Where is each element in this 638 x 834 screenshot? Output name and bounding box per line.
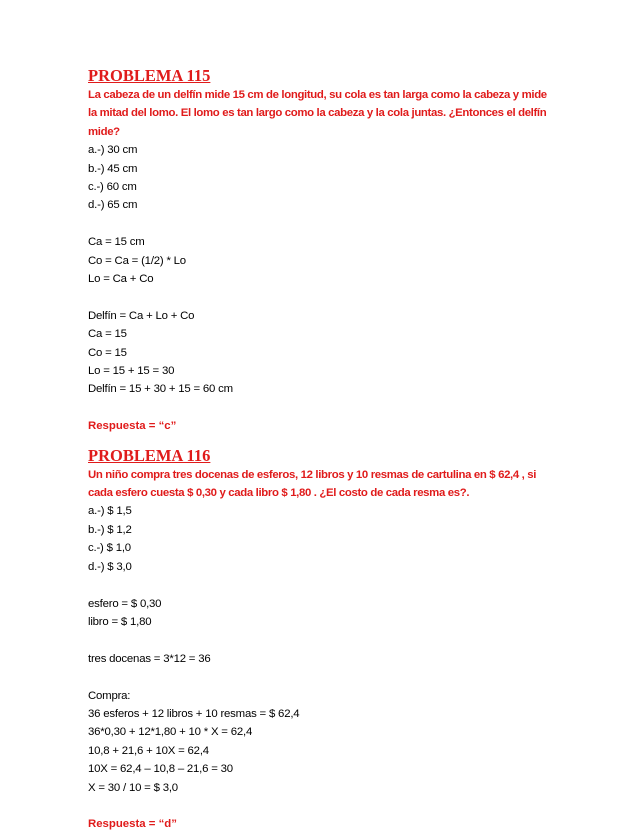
solution-calculation	[88, 687, 558, 797]
solution-line: X = 30 / 10 = $ 3,0	[88, 781, 178, 794]
option-c: c.-) 60 cm	[88, 181, 137, 194]
solution-line: libro = $ 1,80	[88, 615, 152, 628]
solution-line: Ca = 15 cm	[88, 236, 145, 249]
option-d: d.-) 65 cm	[88, 199, 138, 212]
solution-line: 36 esferos + 12 libros + 10 resmas = $ 62,4	[88, 707, 300, 720]
solution-line: Lo = Ca + Co	[88, 273, 154, 286]
solution-line: 36*0,30 + 12*1,80 + 10 * X = 62,4	[88, 726, 253, 739]
solution-quantity	[88, 650, 558, 668]
option-b: b.-) 45 cm	[88, 162, 138, 175]
options-list	[88, 141, 558, 215]
problem-title: PROBLEMA 115	[88, 66, 211, 85]
solution-line: Ca = 15	[88, 328, 127, 341]
solution-definitions	[88, 233, 558, 288]
option-d: d.-) $ 3,0	[88, 560, 132, 573]
problem-115	[88, 66, 558, 436]
option-a: a.-) $ 1,5	[88, 505, 132, 518]
option-b: b.-) $ 1,2	[88, 523, 132, 536]
solution-line: Delfín = Ca + Lo + Co	[88, 309, 195, 322]
problem-statement: Un niño compra tres docenas de esferos, 12 libros y 10 resmas de cartulina en $ 62,4 , si cada esfero cuesta $ 0,30 y cada libro $ 1,80 . ¿El costo de cada resma es?.	[88, 468, 537, 500]
answer: Respuesta = “c”	[88, 420, 177, 433]
solution-line: 10X = 62,4 – 10,8 – 21,6 = 30	[88, 763, 233, 776]
option-a: a.-) 30 cm	[88, 144, 138, 157]
answer: Respuesta = “d”	[88, 818, 177, 831]
solution-line: Delfín = 15 + 30 + 15 = 60 cm	[88, 383, 233, 396]
options-list	[88, 502, 558, 576]
solution-line: Co = 15	[88, 346, 127, 359]
option-c: c.-) $ 1,0	[88, 542, 131, 555]
solution-line: 10,8 + 21,6 + 10X = 62,4	[88, 744, 209, 757]
problem-statement: La cabeza de un delfín mide 15 cm de longitud, su cola es tan larga como la cabeza y mide la mitad del lomo. El lomo es tan largo como la cabeza y la cola juntas. ¿Entonces el delfín mide?	[88, 89, 547, 138]
solution-line: esfero = $ 0,30	[88, 597, 162, 610]
solution-calculation	[88, 307, 558, 399]
problem-116	[88, 446, 558, 834]
problem-title: PROBLEMA 116	[88, 445, 211, 465]
solution-line: tres docenas = 3*12 = 36	[88, 652, 211, 665]
solution-line: Co = Ca = (1/2) * Lo	[88, 254, 186, 267]
solution-prices	[88, 595, 558, 632]
solution-line: Lo = 15 + 15 = 30	[88, 365, 175, 378]
solution-line: Compra:	[88, 689, 131, 702]
document-page	[88, 66, 558, 834]
